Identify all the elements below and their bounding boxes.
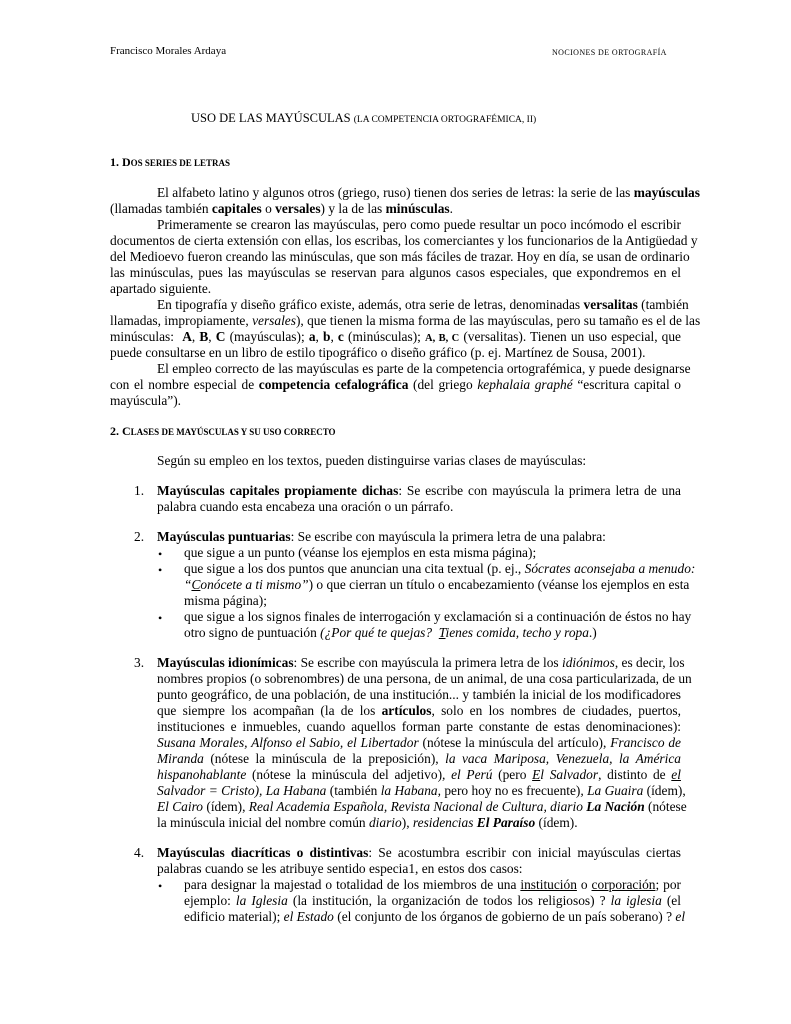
header-book-title: NOCIONES DE ORTOGRAFÍA (552, 48, 667, 57)
list-item-line: Mayúsculas puntuarias: Se escribe con mayúscula la primera letra de una palabra: (157, 529, 606, 544)
section-2-title: LASES DE MAYÚSCULAS Y SU USO CORRECTO (130, 427, 336, 437)
paragraph-line: minúsculas: A, B, C (mayúsculas); a, b, c (minúsculas); A, B, C (versalitas). Tienen un uso especial, que (110, 329, 681, 344)
paragraph-line: (llamadas también capitales o versales) y la de las minúsculas. (110, 201, 453, 216)
list-item-line: punto geográfico, de una población, de una institución... y también la inicial de los modificadores (157, 687, 681, 702)
paragraph-line: llamadas, impropiamente, versales), que tienen la misma forma de las mayúsculas, pero su tamaño es el de las (110, 313, 701, 328)
list-item-line: instituciones e inmuebles, cuando aquellos forman parte constante de estas denominaciones): (157, 719, 681, 734)
bullet-line: que sigue a los signos finales de interrogación y exclamación si a continuación de éstos no hay (184, 609, 692, 624)
bullet-icon: • (158, 879, 163, 893)
list-item-line: palabras cuando se les atribuye sentido especia1, en estos dos casos: (157, 861, 523, 876)
list-item-line: palabra cuando esta encabeza una oración o un párrafo. (157, 499, 454, 514)
list-number: 4. (134, 845, 145, 860)
list-item-line: Miranda (nótese la minúscula de la preposición), la vaca Mariposa, Venezuela, la América (157, 751, 681, 766)
list-item-line: El Cairo (ídem), Real Academia Española, Revista Nacional de Cultura, diario La Nación (nótese (157, 799, 687, 814)
list-number: 2. (134, 529, 145, 544)
paragraph-line: Primeramente se crearon las mayúsculas, pero como puede resultar un poco incómodo el escribir (157, 217, 681, 232)
list-item-line: que siempre los acompañan (la de los artículos, solo en los nombres de ciudades, puertos, (157, 703, 681, 718)
paragraph-line: El alfabeto latino y algunos otros (griego, ruso) tienen dos series de letras: la serie de las mayúsculas (157, 185, 700, 200)
title-subtitle: (LA COMPETENCIA ORTOGRAFÉMICA, II) (353, 115, 537, 125)
paragraph-line: del Medioevo fueron creando las minúsculas, que son más fáciles de trazar. Hoy en día, se usan de ordinario (110, 249, 690, 264)
list-item-line: Mayúsculas idionímicas: Se escribe con mayúscula la primera letra de los idiónimos, es decir, los (157, 655, 685, 670)
list-item-line: hispanohablante (nótese la minúscula del adjetivo), el Perú (pero El Salvador, distinto de el (157, 767, 681, 782)
list-item-line: Salvador = Cristo), La Habana (también la Habana, pero hoy no es frecuente), La Guaira (ídem), (157, 783, 686, 798)
bullet-line: ejemplo: la Iglesia (la institución, la organización de todos los religiosos) ? la iglesia (el (184, 893, 681, 908)
list-item-line: nombres propios (o sobrenombres) de una persona, de un animal, de una cosa particularizada, de un (157, 671, 692, 686)
bullet-line: misma página); (184, 593, 267, 608)
bullet-line: otro signo de puntuación (¿Por qué te quejas? Tienes comida, techo y ropa.) (184, 625, 597, 640)
bullet-line: para designar la majestad o totalidad de los miembros de una institución o corporación; por (184, 877, 681, 892)
list-number: 1. (134, 483, 145, 498)
bullet-line: que sigue a un punto (véanse los ejemplos en esta misma página); (184, 545, 537, 560)
paragraph-line: apartado siguiente. (110, 281, 212, 296)
bullet-icon: • (158, 563, 163, 577)
paragraph-line: puede consultarse en un libro de estilo tipográfico o diseño gráfico (p. ej. Martínez de Sousa, 2001). (110, 345, 646, 360)
paragraph-line: El empleo correcto de las mayúsculas es parte de la competencia ortografémica, y puede designarse (157, 361, 691, 376)
bullet-line: que sigue a los dos puntos que anuncian una cita textual (p. ej., Sócrates aconsejaba a menudo: (184, 561, 696, 576)
paragraph-line: las minúsculas, pues las mayúsculas se reservan para algunos casos especiales, que expondremos en el (110, 265, 681, 280)
list-number: 3. (134, 655, 145, 670)
list-item-line: Mayúsculas diacríticas o distintivas: Se acostumbra escribir con inicial mayúsculas ciertas (157, 845, 681, 860)
section-2-initial: C (122, 424, 131, 438)
header-author: Francisco Morales Ardaya (110, 45, 227, 57)
bullet-icon: • (158, 611, 163, 625)
section-2-intro: Según su empleo en los textos, pueden distinguirse varias clases de mayúsculas: (157, 453, 587, 468)
document-title (191, 111, 536, 126)
list-item-line: la minúscula inicial del nombre común diario), residencias El Paraíso (ídem). (157, 815, 578, 830)
list-item-line: Susana Morales, Alfonso el Sabio, el Libertador (nótese la minúscula del artículo), Francisco de (157, 735, 682, 750)
bullet-line: edificio material); el Estado (el conjunto de los órganos de gobierno de un país soberano) ? el (184, 909, 686, 924)
paragraph-line: documentos de cierta extensión con ellas, los escribas, los comerciantes y los funcionarios de la Antigüedad y (110, 233, 698, 248)
section-2-heading (110, 424, 336, 439)
section-1-initial: D (122, 155, 131, 169)
title-main: USO DE LAS MAYÚSCULAS (191, 111, 351, 125)
list-item-line: Mayúsculas capitales propiamente dichas: Se escribe con mayúscula la primera letra de una (157, 483, 681, 498)
section-1-heading (110, 155, 230, 170)
paragraph-line: con el nombre especial de competencia cefalográfica (del griego kephalaia graphé “escritura capital o (110, 377, 681, 392)
paragraph-line: mayúscula”). (110, 393, 182, 408)
bullet-icon: • (158, 547, 163, 561)
section-1-number: 1. (110, 155, 119, 169)
section-2-number: 2. (110, 424, 119, 438)
section-1-title: OS SERIES DE LETRAS (130, 158, 230, 168)
bullet-line: “Conócete a ti mismo”) o que cierran un título o encabezamiento (véanse los ejemplos en esta (184, 577, 690, 592)
paragraph-line: En tipografía y diseño gráfico existe, además, otra serie de letras, denominadas versalitas (también (157, 297, 689, 312)
